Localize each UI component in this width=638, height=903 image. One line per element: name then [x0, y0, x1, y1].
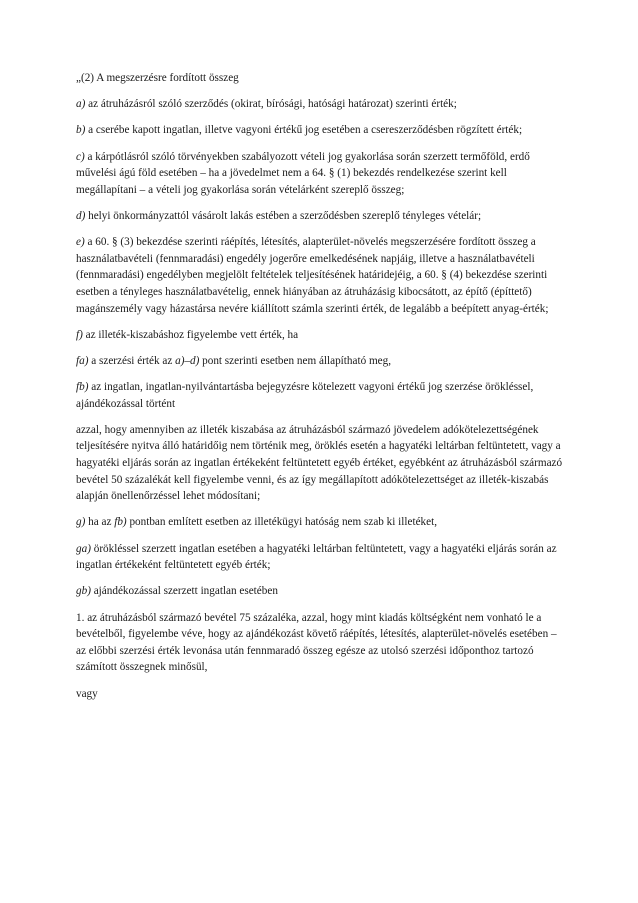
point-label: f) [76, 328, 83, 341]
point-reference: fb) [114, 516, 127, 529]
paragraph-d [76, 208, 566, 225]
paragraph-f-closing [76, 422, 566, 505]
paragraph-e [76, 234, 566, 317]
paragraph-a [76, 96, 566, 113]
paragraph-text: az átruházásról szóló szerződés (okirat, bírósági, hatósági határozat) szerinti érték; [85, 98, 457, 111]
paragraph-text: a 60. § (3) bekezdése szerinti ráépítés, létesítés, alapterület-növelés megszerzésére fordított összeg a használatbavételi (fennmaradási) engedély jogerőre emelkedésének napjáig, illetve a használatbavételi (fennmaradási) engedélyben megjelölt feltételek teljesítésének határidejéig, a 60. § (4) bekezdése szerinti esetben a tényleges használatbavételig, ennek hiányában az átruházásig kibocsátott, az építő (építtető) magánszemély vagy házastársa nevére kiállított számla szerinti érték, de legalább a beépített anyag-érték; [76, 236, 549, 315]
point-label: d) [76, 209, 86, 222]
paragraph-b [76, 122, 566, 139]
paragraph-fb [76, 379, 566, 412]
point-label: g) [76, 516, 86, 529]
point-label: fa) [76, 354, 89, 367]
paragraph-f [76, 327, 566, 344]
document-page [76, 70, 566, 712]
paragraph-g [76, 514, 566, 531]
paragraph-gb [76, 583, 566, 600]
paragraph-text: a cserébe kapott ingatlan, illetve vagyoni értékű jog esetében a csereszerződésben rögzített érték; [85, 124, 523, 137]
paragraph-text: helyi önkormányzattól vásárolt lakás estében a szerződésben szereplő tényleges vételár; [85, 209, 482, 222]
paragraph-text: a szerzési érték az [88, 354, 176, 367]
point-label: gb) [76, 585, 91, 598]
paragraph-text: 1. az átruházásból származó bevétel 75 százaléka, azzal, hogy mint kiadás költségként nem vonható le a bevételből, figyelembe véve, hogy az ajándékozást követő ráépítés, létesítés, alapterület-növelés esetében – az előbbi szerzési érték levonása után fennmaradó összeg egésze az utolsó szerzési időponthoz tartozó számított összegnek minősül, [76, 611, 557, 674]
point-label: a) [76, 98, 86, 111]
paragraph-text-continued: pontban említett esetben az illetékügyi hatóság nem szab ki illetéket, [126, 516, 438, 529]
paragraph-text: az ingatlan, ingatlan-nyilvántartásba bejegyzésre kötelezett vagyoni értékű jog szerzése örökléssel, ajándékozással történt [76, 381, 534, 410]
paragraph-text: a kárpótlásról szóló törvényekben szabályozott vételi jog gyakorlása során szerzett termőföld, erdő művelési ágú föld esetében – ha a jövedelmet nem a 64. § (1) bekezdés rendelkezése szerint kell megállapítani – a vételi jog gyakorlása során vételárként szereplő összeg; [76, 150, 530, 196]
paragraph-text: vagy [76, 687, 98, 700]
point-reference: a)–d) [175, 354, 200, 367]
paragraph-text-continued: pont szerinti esetben nem állapítható meg, [199, 354, 392, 367]
paragraph-fa [76, 353, 566, 370]
paragraph-heading [76, 70, 566, 87]
point-label: e) [76, 236, 85, 249]
paragraph-text: azzal, hogy amennyiben az illeték kiszabása az átruházásból származó jövedelem adókötelezettségének teljesítésére nyitva álló határidőig nem történik meg, öröklés esetén a hagyatéki leltárban feltüntetett, vagy a hagyatéki eljárás során az ingatlan értékeként feltüntetett egyéb értéket, egyébként az átruházásból származó bevétel 50 százalékát kell figyelembe venni, és az így megállapított adókötelezettséget az illeték-kiszabás alapján önellenőrzéssel lehet módosítani; [76, 423, 563, 503]
paragraph-gb-1 [76, 610, 566, 676]
paragraph-or [76, 686, 566, 703]
paragraph-text: az illeték-kiszabáshoz figyelembe vett érték, ha [82, 328, 299, 341]
paragraph-text: ajándékozással szerzett ingatlan esetében [90, 585, 278, 598]
point-label: ga) [76, 542, 91, 555]
point-label: c) [76, 150, 85, 163]
paragraph-c [76, 149, 566, 199]
paragraph-text: ha az [85, 516, 115, 529]
point-label: fb) [76, 381, 89, 394]
point-label: b) [76, 124, 86, 137]
paragraph-text: örökléssel szerzett ingatlan esetében a hagyatéki leltárban feltüntetett, vagy a hagyatéki eljárás során az ingatlan értékeként feltüntetett egyéb érték; [76, 542, 557, 572]
paragraph-text: „(2) A megszerzésre fordított összeg [76, 72, 239, 84]
paragraph-ga [76, 541, 566, 574]
